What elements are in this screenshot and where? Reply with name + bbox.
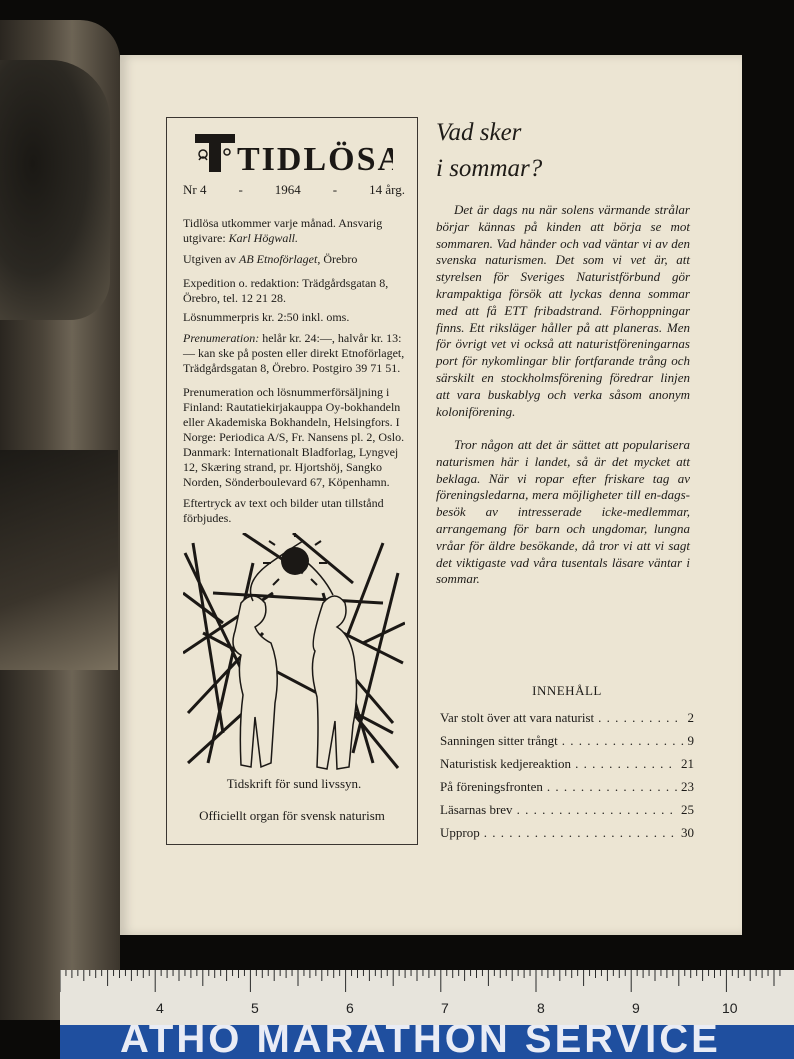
page-fold-shadow xyxy=(0,450,118,670)
tidlosa-logo xyxy=(193,130,393,176)
svg-text:TIDLÖSA: TIDLÖSA xyxy=(237,141,393,176)
toc-item: Upprop . . . 30 xyxy=(440,825,694,841)
article-headline: Vad sker i sommar? xyxy=(436,119,543,182)
issue-line xyxy=(183,182,405,198)
publisher-note: Tidlösa utkommer varje månad. Ansvarig utgivare: Karl Högwall. xyxy=(183,216,383,245)
woodcut-couple-illustration xyxy=(183,533,405,771)
article-paragraph-2: Tror någon att det är sättet att popularisera naturismen här i landet, så är det mycket att beklaga. När vi ropar efter friskare tag av föreningsledarna, mera möjligheter till en-dags-besök av intresserade icke-medlemmar, arrangemang för barn och ungdomar, lungna vråar för äldre besökande, då tror vi att vi sagt det viktigaste vad våra tusentals läsare väntar i sommar. xyxy=(436,437,690,587)
publisher-line: Utgiven av AB Etnoförlaget, Örebro xyxy=(183,252,358,266)
ruler-number: 4 xyxy=(156,1000,164,1016)
issue-dash: - xyxy=(238,182,243,197)
toc-item: Sanningen sitter trångt . . . 9 xyxy=(440,733,694,749)
expedition-address: Expedition o. redaktion: Trädgårdsgatan 8, Örebro, tel. 12 21 28. xyxy=(183,276,389,305)
ruler-brand-text: ATHO MARATHON SERVICE xyxy=(120,1025,721,1059)
ruler-number: 5 xyxy=(251,1000,259,1016)
measuring-ruler xyxy=(60,970,794,1059)
ruler-number: 9 xyxy=(632,1000,640,1016)
issue-number: Nr 4 xyxy=(183,182,207,197)
toc-item: Läsarnas brev . . . 25 xyxy=(440,802,694,818)
tagline: Tidskrift för sund livssyn. xyxy=(226,776,362,791)
issue-volume: 14 årg. xyxy=(369,182,405,197)
toc-item: På föreningsfronten . . . 23 xyxy=(440,779,694,795)
copyright-notice: Eftertryck av text och bilder utan tillstånd förbjudes. xyxy=(183,496,384,525)
toc-heading: INNEHÅLL xyxy=(532,683,602,698)
adjacent-page-photo xyxy=(0,20,120,1020)
single-copy-price: Lösnummerpris kr. 2:50 inkl. oms. xyxy=(183,310,350,324)
ruler-number: 10 xyxy=(722,1000,738,1016)
tree-shadow xyxy=(0,60,110,320)
foreign-sales-info: Prenumeration och lösnummerförsäljning i Finland: Rautatiekirjakauppa Oy-bokhandeln eller Akademiska Bokhandeln, Helsingfors. I Norge: Periodica A/S, Fr. Nansens pl. 2, Oslo. Danmark: Internationalt Bladforlag, Lyngvej 12, Skæring strand, pr. Hjortshöj, Sangko Norden, Sönderboulevard 67, Köpenhamn. xyxy=(183,385,405,489)
toc-item: Var stolt över att vara naturist . . . 2 xyxy=(440,710,694,726)
ruler-number: 6 xyxy=(346,1000,354,1016)
ruler-ticks xyxy=(60,970,794,1010)
official-organ-line: Officiellt organ för svensk naturism xyxy=(199,808,385,823)
toc-item: Naturistisk kedjereaktion . . . 21 xyxy=(440,756,694,772)
ruler-number: 8 xyxy=(537,1000,545,1016)
ruler-brand-band xyxy=(60,1025,794,1059)
issue-dash: - xyxy=(332,182,338,197)
ruler-number: 7 xyxy=(441,1000,449,1016)
article-paragraph-1: Det är dags nu när solens värmande strålar börjar kännas på kinden att börja se mot sommaren. Vad händer och vad väntar vi av den svenska naturismen. Det som vi vet är, att styrelsen för Sveriges Naturistförbund gör krampaktiga försök att lyckas denna sommar med att få ETT fribadstrand. Förhoppningar finns. Ett riksläger håller på att planeras. Men för övrigt vet vi också att naturistföreningarnas port för nykomlingar blir fortfarande trång och särskilt en stockholmsförening föredrar linjen att vara buskablyg och verka såsom anonym koloniförening. xyxy=(436,202,690,419)
issue-year: 1964 xyxy=(274,182,301,197)
subscription-info: Prenumeration: helår kr. 24:—, halvår kr. 13:— kan ske på posten eller direkt Etnoförlaget, Trädgårdsgatan 8, Örebro. Postgiro 39 71 51. xyxy=(183,331,405,375)
